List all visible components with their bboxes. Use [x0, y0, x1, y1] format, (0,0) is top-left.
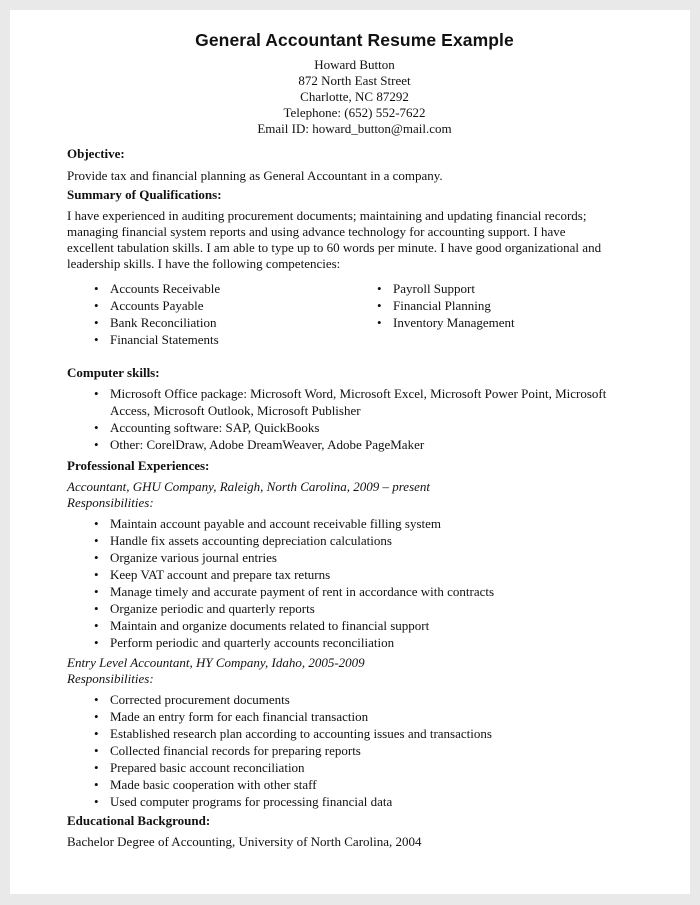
summary-text — [67, 208, 642, 272]
responsibilities-label: Responsibilities: — [67, 495, 154, 510]
list-item: • Financial Planning — [350, 297, 630, 314]
list-item: • Collected financial records for preparing reports — [67, 742, 642, 759]
summary-line: managing financial system reports and using advance technology for accounting support. I have — [67, 224, 566, 239]
contact-name: Howard Button — [314, 57, 395, 72]
list-item: • Prepared basic account reconciliation — [67, 759, 642, 776]
computer-skills-heading: Computer skills: — [67, 365, 160, 380]
competencies-list — [67, 280, 642, 348]
education-heading: Educational Background: — [67, 813, 211, 828]
resume-title: General Accountant Resume Example — [195, 30, 514, 50]
contact-street: 872 North East Street — [298, 73, 411, 88]
contact-telephone: Telephone: (652) 552-7622 — [283, 105, 426, 120]
responsibilities-label: Responsibilities: — [67, 671, 154, 686]
list-item: • Accounts Payable — [67, 297, 350, 314]
summary-line: I have experienced in auditing procurement documents; maintaining and updating financial records; — [67, 208, 587, 223]
list-item: • Made an entry form for each financial transaction — [67, 708, 642, 725]
list-item: • Organize periodic and quarterly reports — [67, 600, 642, 617]
education-text: Bachelor Degree of Accounting, University of North Carolina, 2004 — [67, 834, 422, 849]
list-item: • Made basic cooperation with other staff — [67, 776, 642, 793]
list-item: • Financial Statements — [67, 331, 350, 348]
list-item: • Keep VAT account and prepare tax returns — [67, 566, 642, 583]
contact-email: Email ID: howard_button@mail.com — [257, 121, 452, 136]
computer-skills-list — [67, 385, 642, 453]
experience-heading: Professional Experiences: — [67, 458, 210, 473]
resume-content — [67, 30, 642, 850]
list-item: • Established research plan according to accounting issues and transactions — [67, 725, 642, 742]
job-title: Accountant, GHU Company, Raleigh, North Carolina, 2009 – present — [67, 479, 431, 494]
responsibilities-list — [67, 691, 642, 810]
summary-line: leadership skills. I have the following competencies: — [67, 256, 341, 271]
responsibilities-list — [67, 515, 642, 651]
summary-heading: Summary of Qualifications: — [67, 187, 222, 202]
list-item: • Bank Reconciliation — [67, 314, 350, 331]
list-item: • Maintain account payable and account receivable filling system — [67, 515, 642, 532]
list-item-line: Access, Microsoft Outlook, Microsoft Publisher — [110, 403, 361, 418]
list-item: • Inventory Management — [350, 314, 630, 331]
contact-city: Charlotte, NC 87292 — [300, 89, 409, 104]
list-item-line: • Microsoft Office package: Microsoft Word, Microsoft Excel, Microsoft Power Point, Microsoft — [110, 386, 607, 401]
list-item: • Organize various journal entries — [67, 549, 642, 566]
competencies-right — [350, 280, 630, 348]
list-item: • Handle fix assets accounting depreciation calculations — [67, 532, 642, 549]
list-item: • Perform periodic and quarterly accounts reconciliation — [67, 634, 642, 651]
list-item: • Other: CorelDraw, Adobe DreamWeaver, Adobe PageMaker — [67, 436, 642, 453]
summary-line: excellent tabulation skills. I am able to type up to 60 words per minute. I have good organizational and — [67, 240, 602, 255]
list-item: • Corrected procurement documents — [67, 691, 642, 708]
list-item: • Used computer programs for processing financial data — [67, 793, 642, 810]
contact-block — [67, 57, 642, 137]
list-item: • Manage timely and accurate payment of rent in accordance with contracts — [67, 583, 642, 600]
list-item: • Accounting software: SAP, QuickBooks — [67, 419, 642, 436]
objective-text: Provide tax and financial planning as General Accountant in a company. — [67, 168, 443, 183]
competencies-left — [67, 280, 350, 348]
list-item: • Accounts Receivable — [67, 280, 350, 297]
list-item: • Maintain and organize documents related to financial support — [67, 617, 642, 634]
list-item — [67, 385, 642, 419]
list-item: • Payroll Support — [350, 280, 630, 297]
resume-page — [10, 10, 690, 894]
objective-heading: Objective: — [67, 146, 125, 161]
job-title: Entry Level Accountant, HY Company, Idaho, 2005-2009 — [67, 655, 365, 670]
